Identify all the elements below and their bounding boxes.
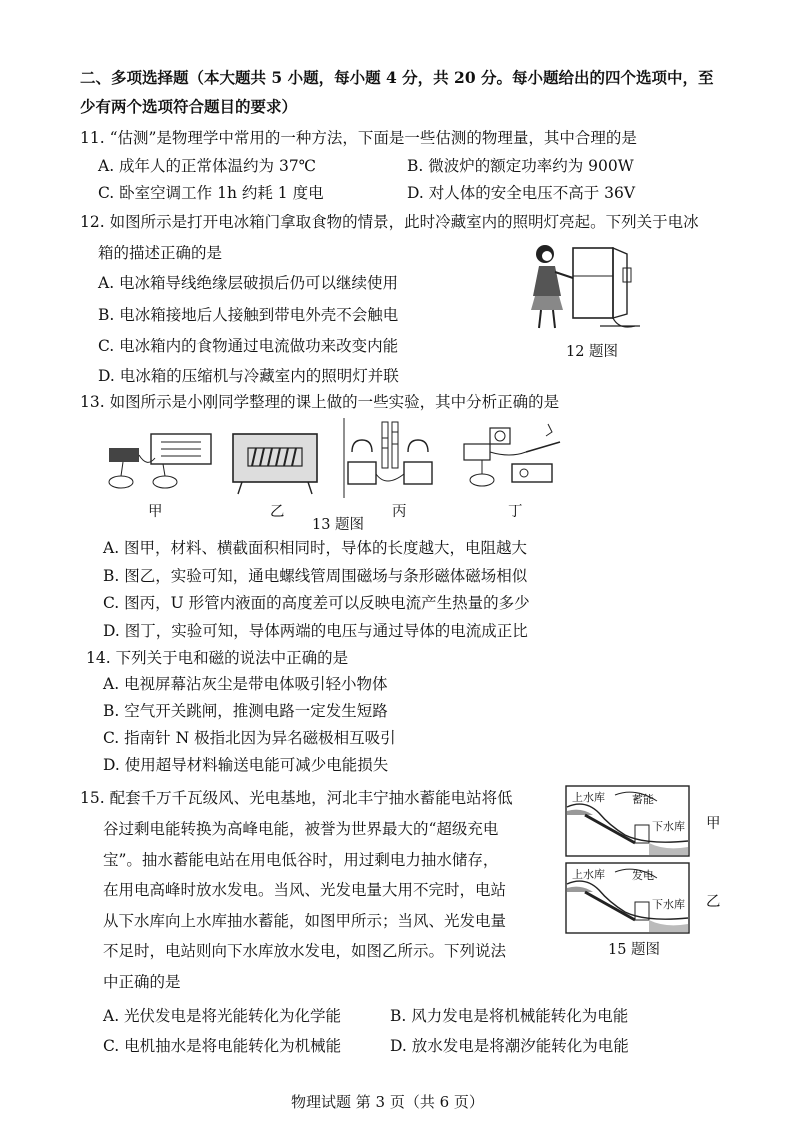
q14-option-c: C. 指南针 N 极指北因为异名磁极相互吸引 [103, 729, 396, 747]
q15-line-5: 从下水库向上水库抽水蓄能，如图甲所示；当风、光发电量 [103, 912, 507, 930]
q13-option-b: B. 图乙，实验可知，通电螺线管周围磁场与条形磁体磁场相似 [103, 567, 528, 585]
q11-option-a: A. 成年人的正常体温约为 37℃ [98, 157, 317, 175]
q13-option-a: A. 图甲，材料、横截面积相同时，导体的长度越大，电阻越大 [103, 539, 528, 557]
q15-option-a: A. 光伏发电是将光能转化为化学能 [103, 1007, 342, 1025]
q12-option-c: C. 电冰箱内的食物通过电流做功来改变内能 [98, 337, 399, 355]
q13-option-d: D. 图丁，实验可知，导体两端的电压与通过导体的电流成正比 [103, 622, 528, 640]
q15-line-3: 宝”。抽水蓄能电站在用电低谷时，用过剩电力抽水储存， [103, 851, 499, 869]
q11-option-b: B. 微波炉的额定功率约为 900W [407, 157, 634, 175]
q14-stem: 14. 下列关于电和磁的说法中正确的是 [86, 649, 349, 667]
q13-figure-bing [342, 418, 442, 498]
page-footer: 物理试题 第 3 页（共 6 页） [291, 1093, 484, 1111]
q11-option-d: D. 对人体的安全电压不高于 36V [407, 184, 636, 202]
q12-option-d: D. 电冰箱的压缩机与冷藏室内的照明灯并联 [98, 367, 399, 385]
q14-option-a: A. 电视屏幕沾灰尘是带电体吸引轻小物体 [103, 675, 388, 693]
q12-option-b: B. 电冰箱接地后人接触到带电外壳不会触电 [98, 306, 399, 324]
q15-line-2: 谷过剩电能转换为高峰电能，被誉为世界最大的“超级充电 [103, 820, 499, 838]
q12-figure [515, 238, 645, 336]
q15-fig-jia-upper: 上水库 [572, 791, 605, 804]
q12-option-a: A. 电冰箱导线绝缘层破损后仍可以继续使用 [98, 274, 399, 292]
q15-line-7: 中正确的是 [103, 973, 181, 991]
q13-figure-jia [103, 428, 218, 498]
q15-option-b: B. 风力发电是将机械能转化为电能 [390, 1007, 629, 1025]
q15-line-1: 15. 配套千万千瓦级风、光电基地，河北丰宁抽水蓄能电站将低 [80, 789, 513, 807]
q13-label-ding: 丁 [508, 504, 523, 520]
section-header-line1: 二、多项选择题（本大题共 5 小题，每小题 4 分，共 20 分。每小题给出的四个选项中，至 [80, 68, 714, 87]
q13-label-bing: 丙 [392, 504, 407, 520]
q15-fig-yi-lower: 下水库 [652, 898, 685, 911]
q15-fig-yi-upper: 上水库 [572, 868, 605, 881]
q15-option-d: D. 放水发电是将潮汐能转化为电能 [390, 1037, 629, 1055]
q12-stem-line1: 12. 如图所示是打开电冰箱门拿取食物的情景，此时冷藏室内的照明灯亮起。下列关于电冰 [80, 213, 699, 231]
q13-figure-caption: 13 题图 [312, 517, 365, 533]
section-header-line2: 少有两个选项符合题目的要求） [80, 97, 298, 116]
q13-option-c: C. 图丙，U 形管内液面的高度差可以反映电流产生热量的多少 [103, 594, 530, 612]
q11-option-c: C. 卧室空调工作 1h 约耗 1 度电 [98, 184, 324, 202]
q12-stem-line2: 箱的描述正确的是 [98, 244, 223, 262]
q13-figure-yi [230, 430, 320, 500]
q15-figure-caption: 15 题图 [608, 942, 661, 958]
q12-figure-caption: 12 题图 [566, 344, 619, 360]
q14-option-d: D. 使用超导材料输送电能可减少电能损失 [103, 756, 389, 774]
q15-fig-yi-tag: 乙 [706, 894, 721, 910]
q15-fig-yi-action: 发电 [632, 869, 654, 882]
q15-line-4: 在用电高峰时放水发电。当风、光发电量大用不完时，电站 [103, 881, 507, 899]
q13-stem: 13. 如图所示是小刚同学整理的课上做的一些实验，其中分析正确的是 [80, 393, 560, 411]
q15-option-c: C. 电机抽水是将电能转化为机械能 [103, 1037, 342, 1055]
q15-line-6: 不足时，电站则向下水库放水发电，如图乙所示。下列说法 [103, 942, 507, 960]
q11-stem: 11. “估测”是物理学中常用的一种方法，下面是一些估测的物理量，其中合理的是 [80, 129, 637, 147]
q14-option-b: B. 空气开关跳闸，推测电路一定发生短路 [103, 702, 388, 720]
q15-fig-jia-tag: 甲 [706, 816, 721, 832]
q13-label-jia: 甲 [148, 504, 163, 520]
q13-figure-ding [460, 418, 570, 498]
q13-label-yi: 乙 [270, 504, 285, 520]
q15-fig-jia-action: 蓄能 [632, 793, 654, 806]
q15-fig-jia-lower: 下水库 [652, 820, 685, 833]
